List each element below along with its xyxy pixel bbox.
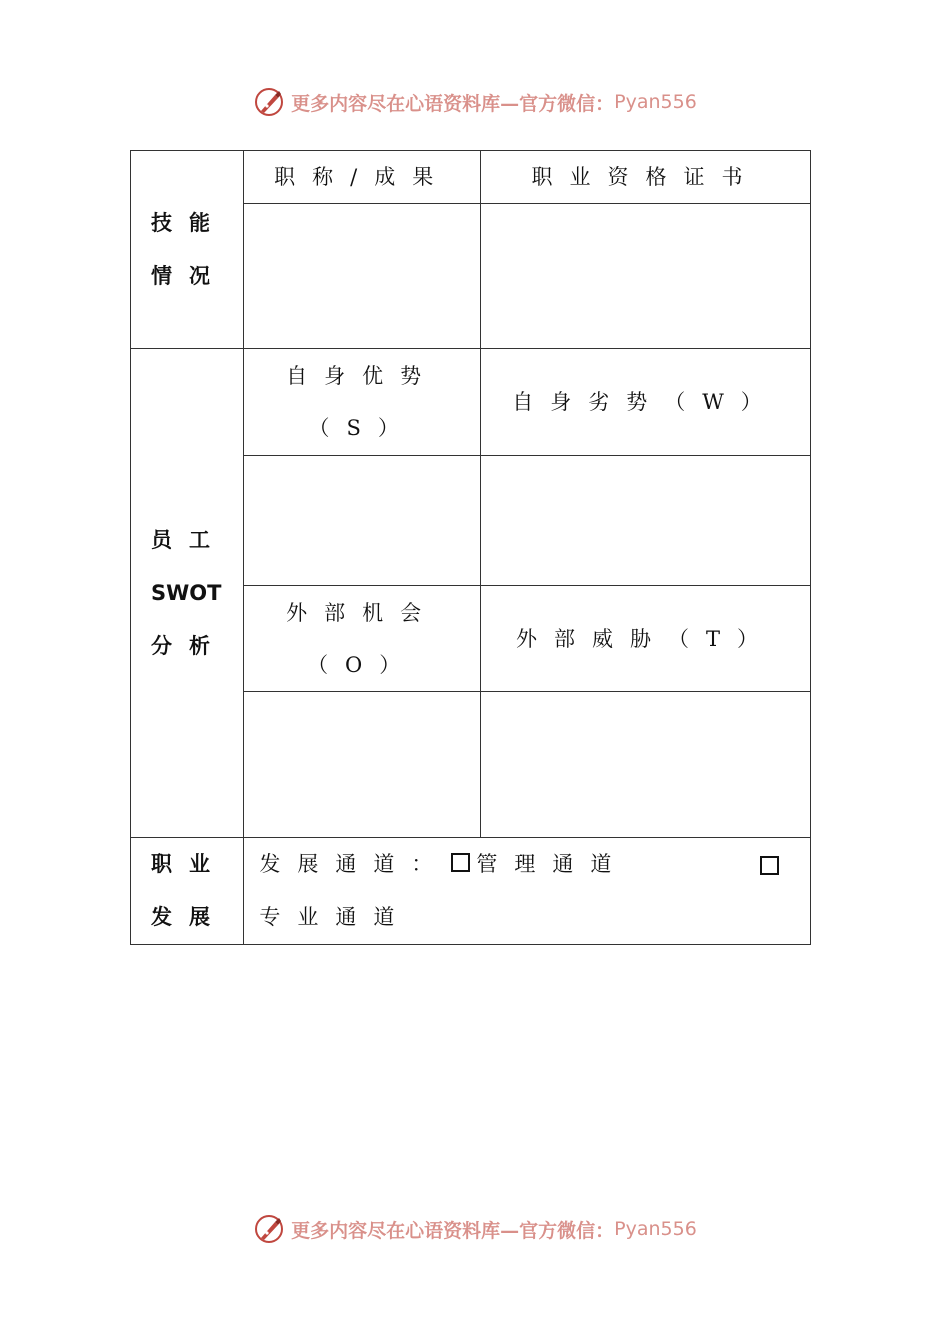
employee-form-table [130, 150, 811, 945]
title-achievement-header: 职称/成果 [244, 151, 481, 204]
pen-nib-logo-icon [253, 1213, 285, 1245]
swot-sw-header-row [131, 349, 811, 456]
watermark-wechat-id: Pyan556 [614, 1218, 697, 1240]
professional-channel-label: 专业通道 [259, 905, 412, 929]
skills-label-line2: 情况 [151, 263, 227, 288]
swot-label-line3: 分析 [151, 633, 227, 658]
career-channel-line1 [259, 838, 810, 891]
career-row-label [131, 838, 244, 945]
channel-label: 发展通道： [259, 852, 450, 876]
watermark-wechat-id: Pyan556 [614, 91, 697, 113]
career-row [131, 838, 811, 945]
strengths-input-cell[interactable] [244, 456, 481, 586]
title-achievement-input-cell[interactable] [244, 204, 481, 349]
weaknesses-header: 自身劣势（W） [481, 349, 811, 456]
career-label-line1: 职业 [151, 852, 227, 876]
opportunities-input-cell[interactable] [244, 692, 481, 838]
certificate-header: 职业资格证书 [481, 151, 811, 204]
opportunities-label-line2: （O） [307, 652, 418, 677]
footer-watermark [0, 1209, 950, 1249]
threats-header: 外部威胁（T） [481, 586, 811, 692]
weaknesses-input-cell[interactable] [481, 456, 811, 586]
career-channel-cell [244, 838, 811, 945]
opportunities-header [244, 586, 481, 692]
management-channel-checkbox-icon[interactable] [451, 853, 470, 872]
pen-nib-logo-icon [253, 86, 285, 118]
swot-label-line1: 员工 [151, 527, 227, 552]
skills-row-label [131, 151, 244, 349]
watermark-text: 更多内容尽在心语资料库—官方微信： [291, 1219, 615, 1242]
threats-input-cell[interactable] [481, 692, 811, 838]
certificate-input-cell[interactable] [481, 204, 811, 349]
skills-header-row [131, 151, 811, 204]
strengths-label-line1: 自身优势 [286, 364, 439, 388]
swot-label-line2: SWOT [151, 580, 222, 605]
swot-row-label [131, 349, 244, 838]
header-watermark [0, 82, 950, 122]
career-label-line2: 发展 [151, 905, 227, 929]
skills-label-line1: 技能 [151, 210, 227, 235]
opportunities-label-line1: 外部机会 [286, 600, 439, 625]
watermark-text: 更多内容尽在心语资料库—官方微信： [291, 92, 615, 115]
professional-channel-checkbox-icon[interactable] [760, 856, 779, 875]
strengths-label-line2: （S） [308, 416, 416, 440]
management-channel-label: 管理通道 [476, 852, 629, 876]
strengths-header [244, 349, 481, 456]
